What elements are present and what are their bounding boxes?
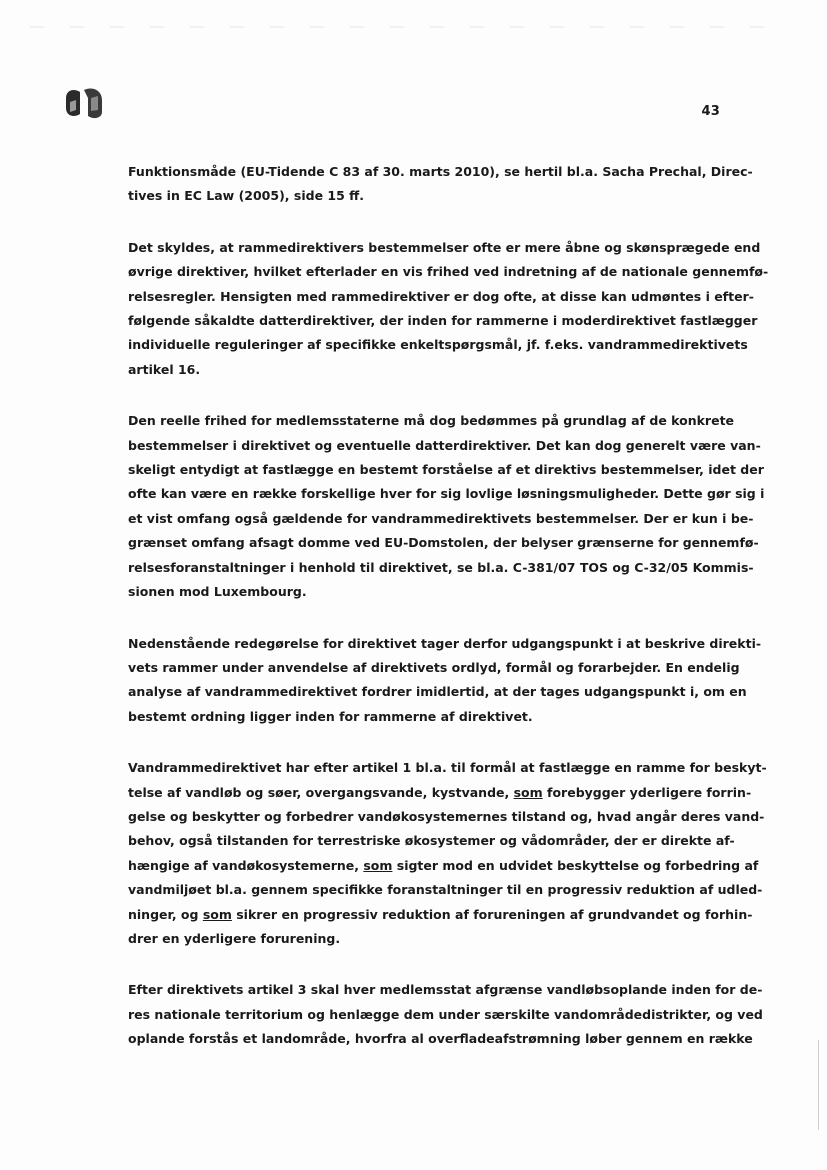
text-line: Det skyldes, at rammedirektivers bestemmelser ofte er mere åbne og skønsprægede end (128, 239, 761, 255)
paragraph (128, 978, 763, 1051)
text-line: gelse og beskytter og forbedrer vandøkosystemernes tilstand og, hvad angår deres vand- (128, 808, 765, 824)
text-line: ninger, og som sikrer en progressiv reduktion af forureningen af grundvandet og forhin- (128, 906, 753, 922)
body-text (128, 160, 769, 1079)
text-line: Funktionsmåde (EU-Tidende C 83 af 30. marts 2010), se hertil bl.a. Sacha Prechal, Direc- (128, 164, 753, 179)
paragraph (128, 756, 767, 951)
paragraph (128, 409, 765, 604)
text-line: Efter direktivets artikel 3 skal hver medlemsstat afgrænse vandløbsoplande inden for de- (128, 982, 763, 998)
paragraph (128, 236, 769, 382)
text-line: vandmiljøet bl.a. gennem specifikke foranstaltninger til en progressiv reduktion af udled- (128, 882, 763, 898)
text-line: tives in EC Law (2005), side 15 ff. (128, 188, 365, 204)
text-line: individuelle reguleringer af specifikke enkeltspørgsmål, jf. f.eks. vandrammedirektivets (128, 337, 748, 353)
text-line: et vist omfang også gældende for vandrammedirektivets bestemmelser. Der er kun i be- (128, 510, 754, 526)
page-number: 43 (701, 104, 720, 119)
text-line: bestemmelser i direktivet og eventuelle datterdirektiver. Det kan dog generelt være van- (128, 437, 761, 453)
text-line: artikel 16. (128, 361, 201, 377)
text-line: res nationale territorium og henlægge dem under særskilte vandområdedistrikter, og ved (128, 1006, 763, 1022)
text-line: telse af vandløb og søer, overgangsvande, kystvande, som forebygger yderligere forrin- (128, 784, 752, 800)
text-line: Vandrammedirektivet har efter artikel 1 bl.a. til formål at fastlægge en ramme for beskyt- (128, 760, 767, 776)
text-line: Den reelle frihed for medlemsstaterne må dog bedømmes på grundlag af de konkrete (128, 413, 735, 429)
text-line: følgende såkaldte datterdirektiver, der inden for rammerne i moderdirektivet fastlægger (128, 313, 758, 329)
scan-artifact (30, 26, 790, 28)
text-line: skeligt entydigt at fastlægge en bestemt forståelse af et direktivs bestemmelser, idet der (128, 462, 764, 478)
document-mark-icon (62, 84, 106, 122)
text-line: behov, også tilstanden for terrestriske økosystemer og vådområder, der er direkte af- (128, 833, 735, 849)
scan-edge (818, 1040, 819, 1130)
text-line: Nedenstående redegørelse for direktivet tager derfor udgangspunkt i at beskrive direkti- (128, 635, 762, 651)
text-line: sionen mod Luxembourg. (128, 584, 307, 600)
text-line: relsesregler. Hensigten med rammedirektiver er dog ofte, at disse kan udmøntes i efter- (128, 288, 754, 304)
text-line: ofte kan være en række forskellige hver for sig lovlige løsningsmuligheder. Dette gør sig i (128, 486, 765, 502)
text-line: oplande forstås et landområde, hvorfra al overfladeafstrømning løber gennem en række (128, 1031, 753, 1047)
footnote-continuation (128, 160, 753, 209)
text-line: analyse af vandrammedirektivet fordrer imidlertid, at der tages udgangspunkt i, om en (128, 684, 747, 700)
paragraph (128, 632, 762, 730)
text-line: grænset omfang afsagt domme ved EU-Domstolen, der belyser grænserne for gennemfø- (128, 535, 759, 551)
text-line: øvrige direktiver, hvilket efterlader en vis frihed ved indretning af de nationale gennemfø- (128, 264, 769, 280)
text-line: drer en yderligere forurening. (128, 930, 341, 946)
text-line: relsesforanstaltninger i henhold til direktivet, se bl.a. C-381/07 TOS og C-32/05 Kommis- (128, 559, 754, 575)
text-line: hængige af vandøkosystemerne, som sigter mod en udvidet beskyttelse og forbedring af (128, 857, 759, 873)
text-line: vets rammer under anvendelse af direktivets ordlyd, formål og forarbejder. En endelig (128, 659, 740, 675)
text-line: bestemt ordning ligger inden for rammerne af direktivet. (128, 708, 533, 724)
